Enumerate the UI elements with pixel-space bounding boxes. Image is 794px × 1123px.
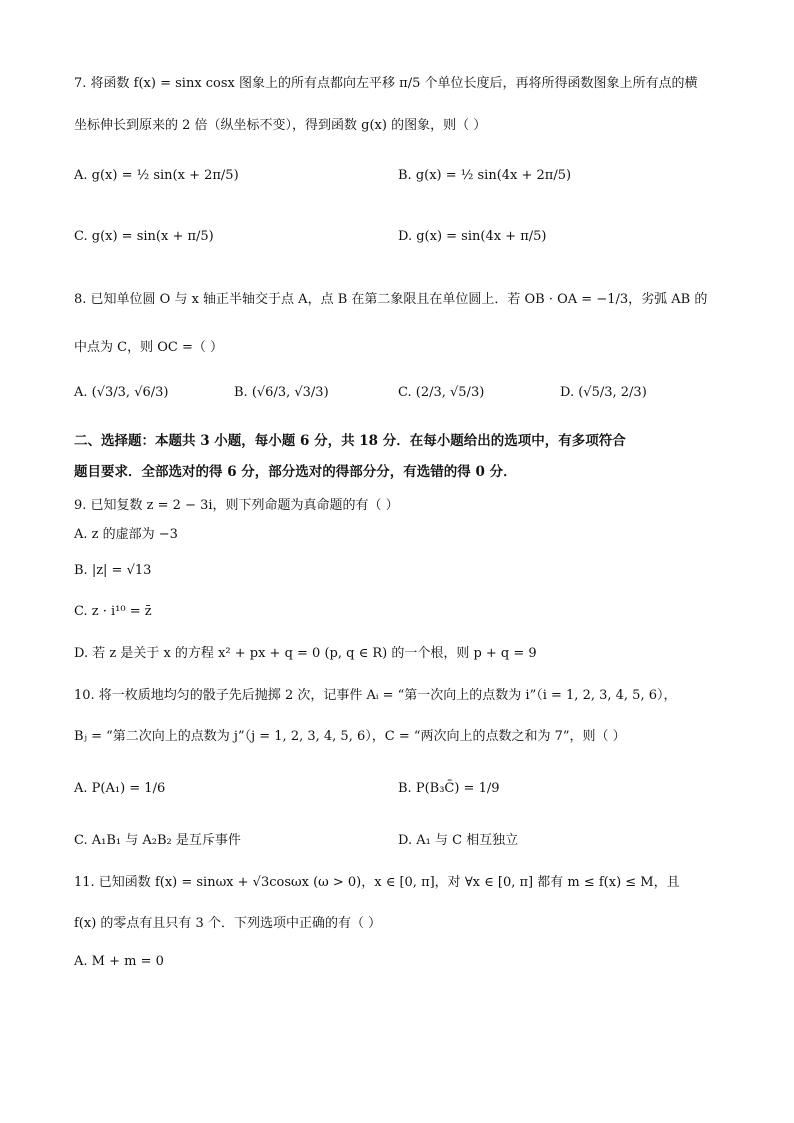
q8-option-d: D. (√5/3, 2/3) <box>560 385 647 400</box>
section-heading-line1: 二、选择题：本题共 3 小题，每小题 6 分，共 18 分．在每小题给出的选项中，有多项符合 <box>74 433 626 449</box>
q8-option-c: C. (2/3, √5/3) <box>398 385 485 400</box>
section-heading-line2: 题目要求．全部选对的得 6 分，部分选对的得部分分，有选错的得 0 分． <box>74 464 517 480</box>
q11-stem-line1: 11. 已知函数 f(x) = sinωx + √3cosωx (ω > 0)，x ∈ [0, π]，对 ∀x ∈ [0, π] 都有 m ≤ f(x) ≤ M，且 <box>74 875 680 890</box>
q9-option-c: C. z · i¹⁰ = z̄ <box>74 604 152 619</box>
q7-stem-line2: 坐标伸长到原来的 2 倍（纵坐标不变），得到函数 g(x) 的图象，则（ ） <box>74 118 487 133</box>
q7-stem-line1: 7. 将函数 f(x) = sinx cosx 图象上的所有点都向左平移 π/5 个单位长度后，再将所得函数图象上所有点的横 <box>74 76 698 91</box>
q9-option-b: B. |z| = √13 <box>74 563 152 578</box>
q10-option-d: D. A₁ 与 C 相互独立 <box>398 833 519 848</box>
q9-option-d: D. 若 z 是关于 x 的方程 x² + px + q = 0 (p, q ∈ R) 的一个根，则 p + q = 9 <box>74 646 537 661</box>
q7-option-b: B. g(x) = ½ sin(4x + 2π/5) <box>398 168 572 183</box>
q7-option-a: A. g(x) = ½ sin(x + 2π/5) <box>74 168 239 183</box>
q10-option-c: C. A₁B₁ 与 A₂B₂ 是互斥事件 <box>74 833 241 848</box>
q10-stem-line1: 10. 将一枚质地均匀的骰子先后抛掷 2 次，记事件 Aᵢ = “第一次向上的点数为 i”（i = 1, 2, 3, 4, 5, 6）， <box>74 688 677 703</box>
q11-option-a: A. M + m = 0 <box>74 954 164 969</box>
q10-option-a: A. P(A₁) = 1/6 <box>74 781 166 796</box>
q7-option-c: C. g(x) = sin(x + π/5) <box>74 229 214 244</box>
q8-option-b: B. (√6/3, √3/3) <box>234 385 329 400</box>
q10-stem-line2: Bⱼ = “第二次向上的点数为 j”（j = 1, 2, 3, 4, 5, 6），C = “两次向上的点数之和为 7”，则（ ） <box>74 729 626 744</box>
q7-option-d: D. g(x) = sin(4x + π/5) <box>398 229 547 244</box>
q8-stem-line1: 8. 已知单位圆 O 与 x 轴正半轴交于点 A，点 B 在第二象限且在单位圆上．若 OB · OA = −1/3，劣弧 AB 的 <box>74 292 708 307</box>
q11-stem-line2: f(x) 的零点有且只有 3 个．下列选项中正确的有（ ） <box>74 916 382 931</box>
q10-option-b: B. P(B₃C̄) = 1/9 <box>398 781 500 796</box>
q8-stem-line2: 中点为 C，则 OC =（ ） <box>74 340 223 355</box>
q8-option-a: A. (√3/3, √6/3) <box>74 385 169 400</box>
q9-option-a: A. z 的虚部为 −3 <box>74 527 178 542</box>
q9-stem: 9. 已知复数 z = 2 − 3i，则下列命题为真命题的有（ ） <box>74 498 399 513</box>
